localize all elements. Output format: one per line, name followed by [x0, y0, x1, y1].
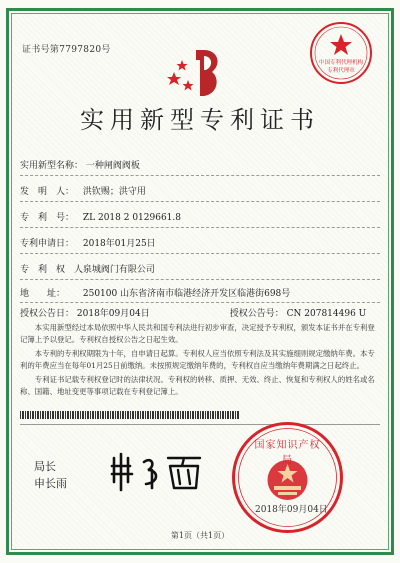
address-row — [20, 286, 290, 299]
inventor-value: 洪钦赐；洪守用 — [82, 187, 146, 197]
director-title: 局长 — [34, 460, 56, 473]
announce-row — [20, 306, 366, 319]
filing-date-value: 2018年01月25日 — [82, 239, 156, 249]
patentee-row — [20, 262, 155, 275]
address-value: 250100 山东省济南市临港经济开发区临港街698号 — [82, 289, 291, 299]
certificate-number: 证书号第7797820号 — [22, 45, 111, 55]
patent-office-emblem-icon — [160, 42, 240, 102]
barcode — [20, 411, 240, 419]
page-title: 实用新型专利证书 — [80, 106, 320, 134]
announce-date-label: 授权公告日： — [20, 309, 75, 319]
address-label: 地 址： — [20, 289, 66, 299]
seal-date: 2018年09月04日 — [255, 505, 328, 515]
body-paragraph: 专利证书记载专利权登记时的法律状况。专利权的转移、质押、无效、终止、恢复和专利权人的姓名或名称、国籍、地址变更等事项记载在专利登记簿上。 — [20, 375, 375, 396]
body-paragraph: 本专利的专利权期限为十年，自申请日起算。专利权人应当依照专利法及其实施细则规定缴纳年费。本专利的年费应当在每年01月25日前缴纳。未按照规定缴纳年费的，专利权自应当缴纳年费期满之日起终止。 — [20, 349, 375, 370]
divider — [20, 175, 380, 176]
agency-seal-text: 中国专利代理机构 — [318, 60, 363, 66]
inventor-row — [20, 184, 146, 197]
patent-number-row — [20, 210, 181, 223]
patentee-label: 专 利 权 人： — [20, 265, 93, 275]
seal-top-text: 国家知识产权局 — [254, 440, 321, 466]
page-number: 第1页（共1页） — [170, 531, 230, 540]
certificate-body — [20, 322, 382, 400]
director-name: 申长雨 — [34, 477, 67, 490]
announce-number-value: CN 207814496 U — [286, 309, 367, 319]
body-paragraph: 本实用新型经过本局依照中华人民共和国专利法进行初步审查，决定授予专利权，颁发本证书并在专利登记簿上予以登记。专利权自授权公告之日起生效。 — [20, 323, 375, 344]
patent-number-label: 专 利 号： — [20, 213, 75, 223]
announce-number-label: 授权公告号： — [229, 309, 284, 319]
utility-model-name-label: 实用新型名称： — [20, 161, 84, 171]
director-signature-icon — [108, 452, 204, 492]
filing-date-row — [20, 236, 156, 249]
filing-date-label: 专利申请日： — [20, 239, 75, 249]
divider — [20, 253, 380, 254]
divider — [20, 227, 380, 228]
agency-seal-name: 专利代理章 — [327, 68, 355, 74]
patent-number-value: ZL 2018 2 0129661.8 — [82, 213, 181, 223]
utility-model-name-row — [20, 158, 140, 171]
utility-model-name-value: 一种闸阀阀板 — [85, 161, 140, 171]
divider — [20, 302, 380, 303]
divider — [20, 279, 380, 280]
agency-seal-icon — [308, 20, 374, 86]
divider — [20, 201, 380, 202]
inventor-label: 发 明 人： — [20, 187, 75, 197]
patentee-value: 泉城阀门有限公司 — [82, 265, 155, 275]
announce-date-value: 2018年09月04日 — [76, 309, 150, 319]
